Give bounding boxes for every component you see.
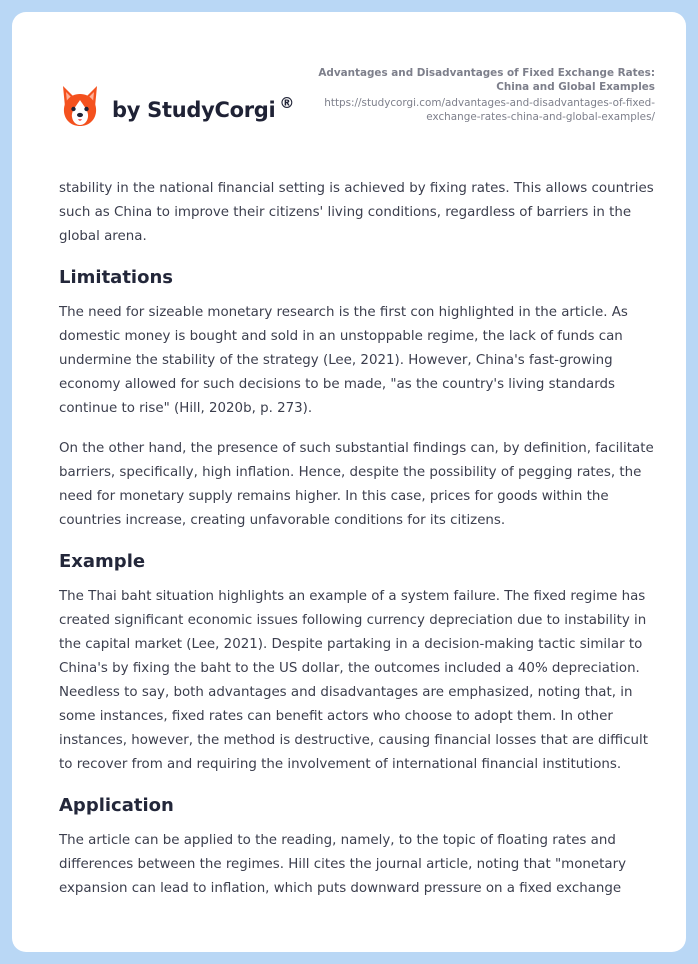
page-card [12, 12, 686, 952]
paragraph: On the other hand, the presence of such substantial findings can, by definition, facilitate barriers, specifically, high inflation. Hence, despite the possibility of pegging rates, the need for monetary supply remains higher. In this case, prices for goods within the countries increase, creating unfavorable conditions for its citizens. [59, 441, 654, 528]
brand-name: by StudyCorgi ® [112, 94, 295, 122]
heading-example: Example [59, 551, 146, 572]
document-title: Advantages and Disadvantages of Fixed Exchange Rates: China and Global Examples [318, 67, 655, 93]
heading-limitations: Limitations [59, 267, 173, 288]
paragraph: The need for sizeable monetary research is the first con highlighted in the article. As domestic money is bought and sold in an unstoppable regime, the lack of funds can undermine the stability of the strategy (Lee, 2021). However, China's fast-growing economy allowed for such decisions to be made, "as the country's living standards continue to rise" (Hill, 2020b, p. 273). [59, 305, 628, 416]
article-body [59, 177, 659, 917]
studycorgi-logo[interactable] [60, 76, 294, 136]
paragraph: The Thai baht situation highlights an example of a system failure. The fixed regime has created significant economic issues following currency depreciation due to instability in the capital market (Lee, 2021). Despite partaking in a decision-making tactic similar to China's by fixing the baht to the US dollar, the outcomes included a 40% depreciation. Needless to say, both advantages and disadvantages are emphasized, noting that, in some instances, fixed rates can benefit actors who choose to adopt them. In other instances, however, the method is destructive, causing financial losses that are difficult to recover from and requiring the involvement of international financial institutions. [59, 589, 648, 772]
document-header [295, 66, 655, 124]
document-url[interactable]: https://studycorgi.com/advantages-and-disadvantages-of-fixed-exchange-rates-china-and-global-examples/ [324, 97, 655, 123]
intro-paragraph: stability in the national financial setting is achieved by fixing rates. This allows countries such as China to improve their citizens' living conditions, regardless of barriers in the global arena. [59, 181, 654, 244]
paragraph: The article can be applied to the reading, namely, to the topic of floating rates and differences between the regimes. Hill cites the journal article, noting that "monetary expansion can lead to inflation, which puts downward pressure on a fixed exchange [59, 833, 627, 896]
corgi-icon [60, 83, 100, 129]
heading-application: Application [59, 795, 174, 816]
